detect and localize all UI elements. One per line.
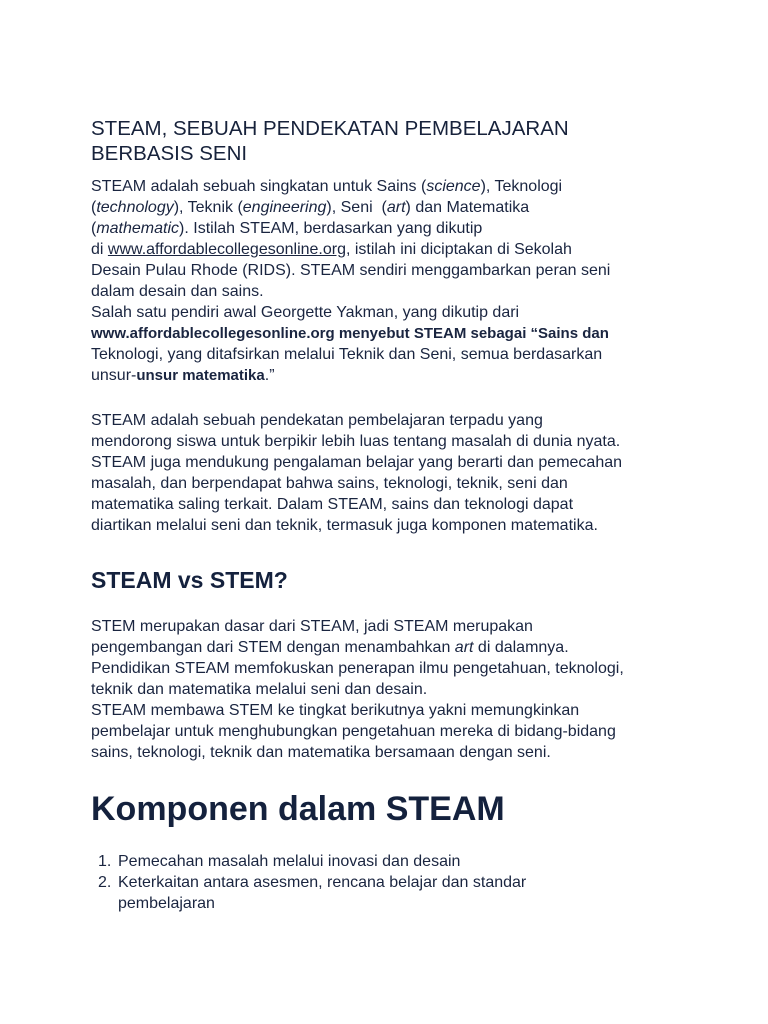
text-run: di xyxy=(91,241,108,258)
text-run: unsur- xyxy=(91,367,137,384)
text-line xyxy=(91,218,691,239)
text-line: pembelajar untuk menghubungkan pengetahuan mereka di bidang-bidang xyxy=(91,723,616,740)
text-line xyxy=(91,197,691,218)
text-line xyxy=(91,239,691,260)
document-title xyxy=(91,116,691,166)
intro-paragraph xyxy=(91,176,691,386)
text-run-italic: engineering xyxy=(242,199,327,216)
text-run: ) dan Matematika xyxy=(405,199,530,216)
text-line: diartikan melalui seni dan teknik, termasuk juga komponen matematika. xyxy=(91,517,598,534)
text-run: ), Teknologi xyxy=(480,178,563,195)
text-run-italic: mathematic xyxy=(96,220,180,237)
text-line: teknik dan matematika melalui seni dan desain. xyxy=(91,681,428,698)
text-run-bold: unsur matematika xyxy=(136,367,265,384)
list-item xyxy=(91,851,691,872)
text-run: STEAM adalah sebuah singkatan untuk Sains ( xyxy=(91,178,427,195)
text-line: STEAM juga mendukung pengalaman belajar yang berarti dan pemecahan xyxy=(91,454,623,471)
list-number: 2. xyxy=(98,874,112,891)
text-run: ( xyxy=(91,220,97,237)
text-run: di dalamnya. xyxy=(473,639,569,656)
komponen-list xyxy=(91,851,691,914)
text-line: mendorong siswa untuk berpikir lebih luas tentang masalah di dunia nyata. xyxy=(91,433,621,450)
text-run: ), Teknik ( xyxy=(173,199,243,216)
title-line: STEAM, SEBUAH PENDEKATAN PEMBELAJARAN xyxy=(91,117,569,140)
list-item xyxy=(91,872,691,914)
text-run: pengembangan dari STEM dengan menambahkan xyxy=(91,639,455,656)
text-line: Pendidikan STEAM memfokuskan penerapan ilmu pengetahuan, teknologi, xyxy=(91,660,624,677)
text-run: , istilah ini diciptakan di Sekolah xyxy=(345,241,572,258)
text-line: dalam desain dan sains. xyxy=(91,283,264,300)
text-line: sains, teknologi, teknik dan matematika bersamaan dengan seni. xyxy=(91,744,551,761)
text-run: .” xyxy=(264,367,275,384)
source-link[interactable]: www.affordablecollegesonline.org xyxy=(107,241,346,258)
comparison-paragraph xyxy=(91,616,691,763)
definition-paragraph xyxy=(91,410,691,536)
text-line xyxy=(91,637,691,658)
text-line xyxy=(91,365,691,386)
text-line: STEM merupakan dasar dari STEAM, jadi STEAM merupakan xyxy=(91,618,533,635)
text-line xyxy=(91,176,691,197)
text-line: Desain Pulau Rhode (RIDS). STEAM sendiri menggambarkan peran seni xyxy=(91,262,611,279)
text-line: matematika saling terkait. Dalam STEAM, sains dan teknologi dapat xyxy=(91,496,574,513)
list-item-text: pembelajaran xyxy=(118,895,215,912)
text-run-italic: technology xyxy=(96,199,174,216)
text-run-italic: art xyxy=(454,639,474,656)
list-number: 1. xyxy=(98,853,112,870)
list-item-text: Pemecahan masalah melalui inovasi dan desain xyxy=(118,853,461,870)
text-run-italic: art xyxy=(386,199,406,216)
text-line: STEAM adalah sebuah pendekatan pembelajaran terpadu yang xyxy=(91,412,543,429)
text-run: ), Seni ( xyxy=(326,199,387,216)
section-heading-komponen: Komponen dalam STEAM xyxy=(91,790,505,828)
text-run: ). Istilah STEAM, berdasarkan yang dikutip xyxy=(179,220,483,237)
text-run: ( xyxy=(91,199,97,216)
text-line: STEAM membawa STEM ke tingkat berikutnya yakni memungkinkan xyxy=(91,702,580,719)
title-line: BERBASIS SENI xyxy=(91,142,248,165)
text-run-italic: science xyxy=(426,178,481,195)
text-line-bold: www.affordablecollegesonline.org menyebut STEAM sebagai “Sains dan xyxy=(91,325,609,342)
list-item-text: Keterkaitan antara asesmen, rencana belajar dan standar xyxy=(118,874,527,891)
text-line: Teknologi, yang ditafsirkan melalui Teknik dan Seni, semua berdasarkan xyxy=(91,346,603,363)
section-heading-steam-vs-stem: STEAM vs STEM? xyxy=(91,567,288,593)
text-line: masalah, dan berpendapat bahwa sains, teknologi, teknik, seni dan xyxy=(91,475,568,492)
text-line: Salah satu pendiri awal Georgette Yakman, yang dikutip dari xyxy=(91,304,520,321)
